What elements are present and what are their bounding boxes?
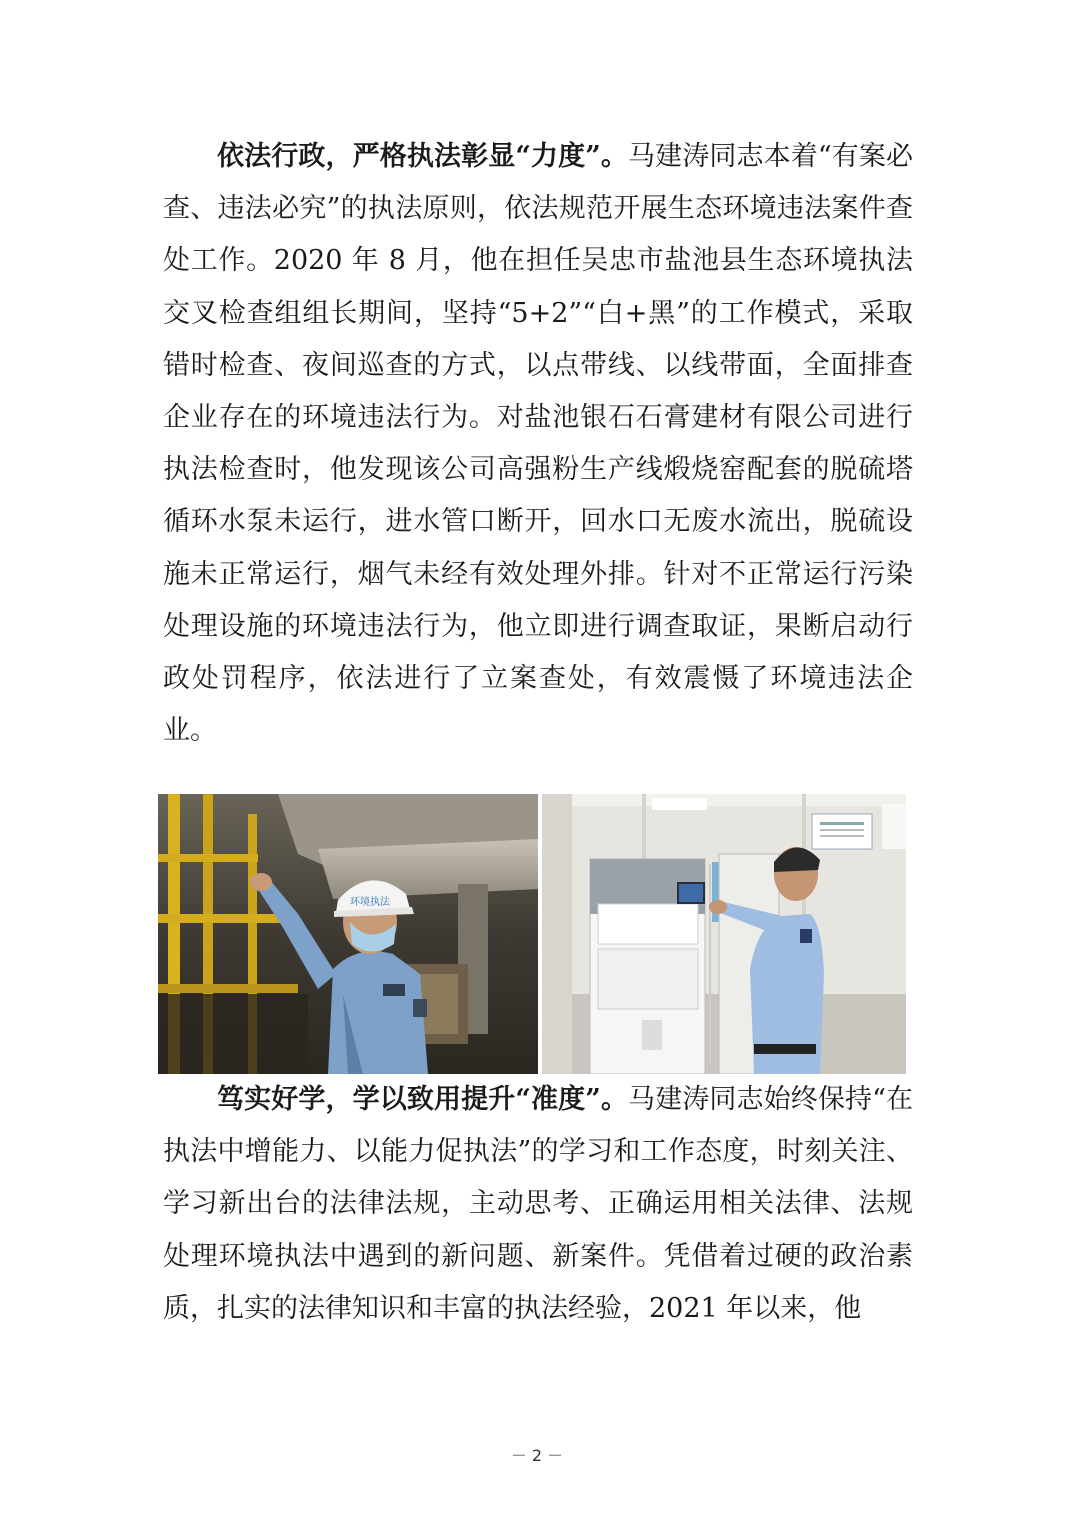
photo-monitoring-station [542,794,906,1074]
paragraph-lead-heading: 笃实好学，学以致用提升“准度”。 [217,1084,628,1115]
photo-inspection-equipment [158,794,538,1074]
paragraph-body-text: 马建涛同志始终保持“在执法中增能力、以能力促执法”的学习和工作态度，时刻关注、学习新出台的法律法规，主动思考、正确运用相关法律、法规处理环境执法中遇到的新问题、新案件。凭借着过硬的政治素质，扎实的法律知识和丰富的执法经验，2021 年以来，他 [163,1084,913,1324]
paragraph-enforcement [163,131,913,757]
paragraph-learning [163,1074,913,1335]
page-number: － 2 － [510,1446,564,1465]
helmet-label: 环境执法 [350,897,390,908]
paragraph-lead-heading: 依法行政，严格执法彰显“力度”。 [217,141,628,172]
paragraph-body-text: 马建涛同志本着“有案必查、违法必究”的执法原则，依法规范开展生态环境违法案件查处工作。2020 年 8 月，他在担任吴忠市盐池县生态环境执法交叉检查组组长期间，坚持“5+2”“白+黑”的工作模式，采取错时检查、夜间巡查的方式，以点带线、以线带面，全面排查企业存在的环境违法行为。对盐池银石石膏建材有限公司进行执法检查时，他发现该公司高强粉生产线煅烧窑配套的脱硫塔循环水泵未运行，进水管口断开，回水口无废水流出，脱硫设施未正常运行，烟气未经有效处理外排。针对不正常运行污染处理设施的环境违法行为，他立即进行调查取证，果断启动行政处罚程序，依法进行了立案查处，有效震慑了环境违法企业。 [163,141,913,747]
